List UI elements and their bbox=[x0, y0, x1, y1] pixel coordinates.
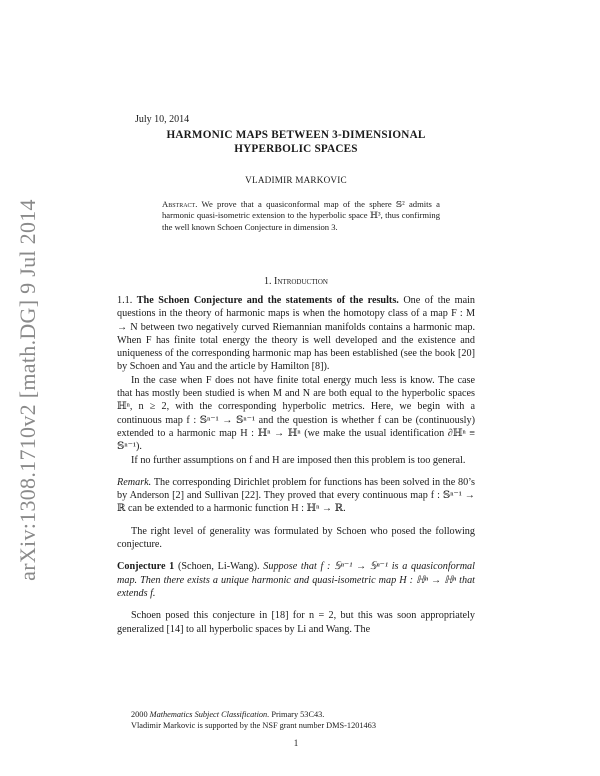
body-text bbox=[117, 294, 475, 636]
abstract bbox=[162, 199, 440, 233]
subsection-title: The Schoen Conjecture and the statements of the results. bbox=[136, 295, 399, 306]
date: July 10, 2014 bbox=[135, 114, 190, 125]
arxiv-stamp-text: arXiv:1308.1710v2 [math.DG] 9 Jul 2014 bbox=[15, 199, 40, 581]
section-title: Introduction bbox=[274, 276, 328, 287]
subsection-paragraph bbox=[117, 294, 475, 374]
arxiv-stamp bbox=[8, 190, 48, 590]
section-heading bbox=[117, 275, 475, 288]
paragraph-5: Schoen posed this conjecture in [18] for n = 2, but this was soon appropriately generalized [14] to all hyperbolic spaces by Li and Wang. The bbox=[117, 610, 475, 635]
abstract-label: Abstract. bbox=[162, 199, 198, 209]
footnotes bbox=[117, 709, 475, 731]
section-number: 1. bbox=[264, 276, 272, 287]
page-number: 1 bbox=[293, 738, 299, 748]
remark bbox=[117, 476, 475, 516]
subsection-text: One of the main questions in the theory of harmonic maps is when the homotopy class of a map F : M → N between two negatively curved Riemannian manifolds contains a harmonic map. When F has finite total energy the theory is well developed and the existence and uniqueness of the corresponding harmonic map has been established (see the book [20] by Schoen and Yau and the article by Hamilton [8]). bbox=[117, 295, 476, 373]
paper-title bbox=[117, 128, 475, 156]
abstract-text: We prove that a quasiconformal map of the sphere 𝕊² admits a harmonic quasi-isometric extension to the hyperbolic space ℍ³, thus confirming the well known Schoen Conjecture in dimension 3. bbox=[162, 199, 440, 232]
footnote-grant: Vladimir Markovic is supported by the NSF grant number DMS-1201463 bbox=[131, 721, 376, 730]
title-line-2: HYPERBOLIC SPACES bbox=[234, 143, 358, 155]
conjecture bbox=[117, 560, 475, 600]
remark-text: The corresponding Dirichlet problem for functions has been solved in the 80’s by Anderson [2] and Sullivan [22]. They proved that every continuous map f : 𝕊ⁿ⁻¹ → ℝ can be extended to a harmonic function H : ℍⁿ → ℝ. bbox=[117, 476, 475, 515]
footnote-msc: 2000 Mathematics Subject Classification. Primary 53C43. bbox=[131, 710, 325, 719]
paragraph-2: In the case when F does not have finite total energy much less is know. The case that has mostly been studied is when M and N are both equal to the hyperbolic spaces ℍⁿ, n ≥ 2, with the corresponding hyperbolic metrics. Here, we begin with a continuous map f : 𝕊ⁿ⁻¹ → 𝕊ⁿ⁻¹ and the question is whether f can be (continuously) extended to a harmonic map H : ℍⁿ → ℍⁿ (we make the usual identification ∂ℍⁿ ≡ 𝕊ⁿ⁻¹). bbox=[117, 374, 475, 453]
title-line-1: HARMONIC MAPS BETWEEN 3-DIMENSIONAL bbox=[166, 129, 426, 141]
conjecture-attribution: (Schoen, Li-Wang). bbox=[178, 561, 260, 573]
paragraph-3: If no further assumptions on f and H are imposed then this problem is too general. bbox=[131, 454, 466, 466]
conjecture-label: Conjecture 1 bbox=[117, 561, 175, 573]
subsection-number: 1.1. bbox=[117, 295, 133, 306]
remark-label: Remark. bbox=[117, 476, 152, 488]
paragraph-4: The right level of generality was formulated by Schoen who posed the following conjecture. bbox=[117, 525, 475, 551]
conjecture-text: Suppose that f : 𝕊ⁿ⁻¹ → 𝕊ⁿ⁻¹ is a quasiconformal map. Then there exists a unique harmonic and quasi-isometric map H : ℍⁿ → ℍⁿ that extends f. bbox=[117, 561, 475, 599]
author: VLADIMIR MARKOVIC bbox=[245, 175, 347, 185]
